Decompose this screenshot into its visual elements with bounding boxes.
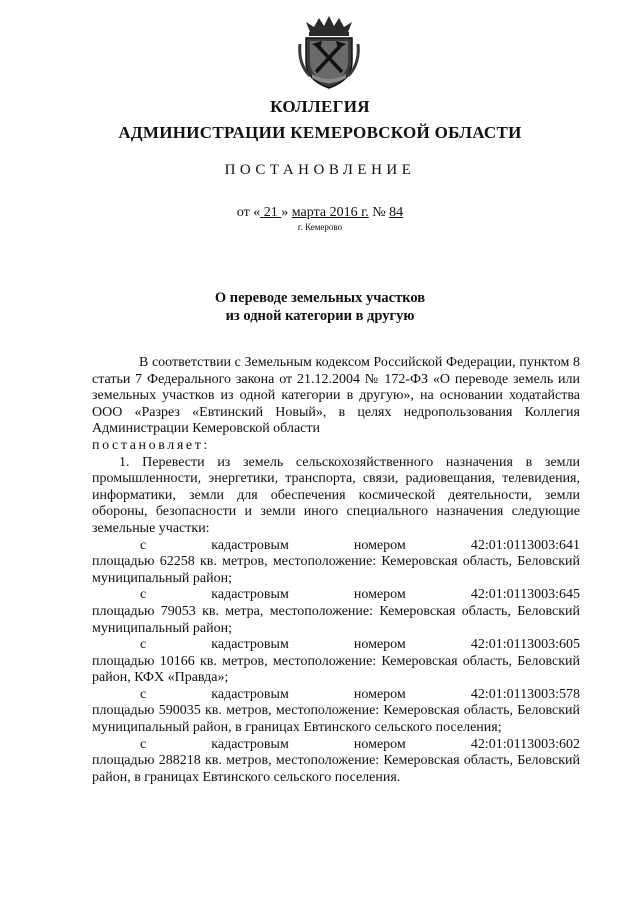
cadastral-number: 42:01:0113003:645 — [470, 587, 580, 603]
parcel-cadastral-line: с кадастровым номером 42:01:0113003:578 — [140, 686, 580, 702]
parcel-entry — [92, 587, 580, 637]
title-line1: О переводе земельных участков — [214, 290, 426, 306]
city-label: г. Кемерово — [297, 222, 343, 232]
parcel-details: площадью 10166 кв. метров, местоположение: Кемеровская область, Беловский район, КФХ «Правда»; — [92, 653, 580, 686]
cadastral-number: 42:01:0113003:578 — [470, 686, 580, 702]
cadastral-number: 42:01:0113003:602 — [470, 736, 580, 752]
cadastral-number: 42:01:0113003:641 — [470, 537, 580, 553]
document-body — [92, 355, 580, 786]
parcel-details: площадью 62258 кв. метров, местоположение: Кемеровская область, Беловский муниципальный район; — [92, 554, 580, 586]
parcel-cadastral-line: с кадастровым номером 42:01:0113003:645 — [140, 587, 580, 603]
parcel-cadastral-line: с кадастровым номером 42:01:0113003:605 — [140, 637, 580, 653]
document-type: ПОСТАНОВЛЕНИЕ — [224, 162, 416, 178]
coat-of-arms-icon — [298, 14, 360, 90]
parcel-details: площадью 288218 кв. метров, местоположение: Кемеровская область, Беловский район, в границах Евтинского сельского поселения. — [92, 753, 580, 785]
document-number: 84 — [389, 205, 404, 220]
date-line — [0, 205, 640, 221]
org-name-line1: КОЛЛЕГИЯ — [270, 97, 370, 116]
item-1-paragraph: 1. Перевести из земель сельскохозяйственного назначения в земли промышленности, энергетики, транспорта, связи, радиовещания, телевидения, информатики, земли для обеспечения космической деятельности, земли обороны, безопасности и земли иного специального назначения следующие земельные участки: — [92, 454, 580, 536]
date-prefix: от « — [236, 205, 261, 220]
resolves-word: постановляет: — [92, 437, 210, 453]
date-month-year: марта 2016 г. — [291, 205, 369, 220]
parcel-entry — [92, 687, 580, 737]
date-mid: » — [281, 205, 289, 220]
title-line2: из одной категории в другую — [225, 308, 415, 324]
parcel-details: площадью 79053 кв. метра, местоположение: Кемеровская область, Беловский муниципальный район; — [92, 603, 580, 636]
org-name-line2: АДМИНИСТРАЦИИ КЕМЕРОВСКОЙ ОБЛАСТИ — [118, 123, 522, 142]
parcel-entry — [92, 538, 580, 588]
parcel-entry — [92, 737, 580, 787]
document-title — [0, 289, 640, 325]
cadastral-number: 42:01:0113003:605 — [470, 637, 580, 653]
parcel-entry — [92, 637, 580, 687]
parcel-cadastral-line: с кадастровым номером 42:01:0113003:602 — [140, 736, 580, 752]
date-day: 21 — [263, 205, 278, 220]
intro-paragraph: В соответствии с Земельным кодексом Российской Федерации, пунктом 8 статьи 7 Федерального закона от 21.12.2004 № 172-ФЗ «О переводе земель или земельных участков из одной категории в другую», на основании ходатайства ООО «Разрез «Евтинский Новый», в целях недропользования Коллегия Администрации Кемеровской области — [92, 355, 580, 437]
number-label: № — [372, 205, 386, 220]
parcel-details: площадью 590035 кв. метров, местоположение: Кемеровская область, Беловский муниципальный район, в границах Евтинского сельского поселения; — [92, 703, 580, 736]
parcel-cadastral-line: с кадастровым номером 42:01:0113003:641 — [140, 537, 580, 553]
